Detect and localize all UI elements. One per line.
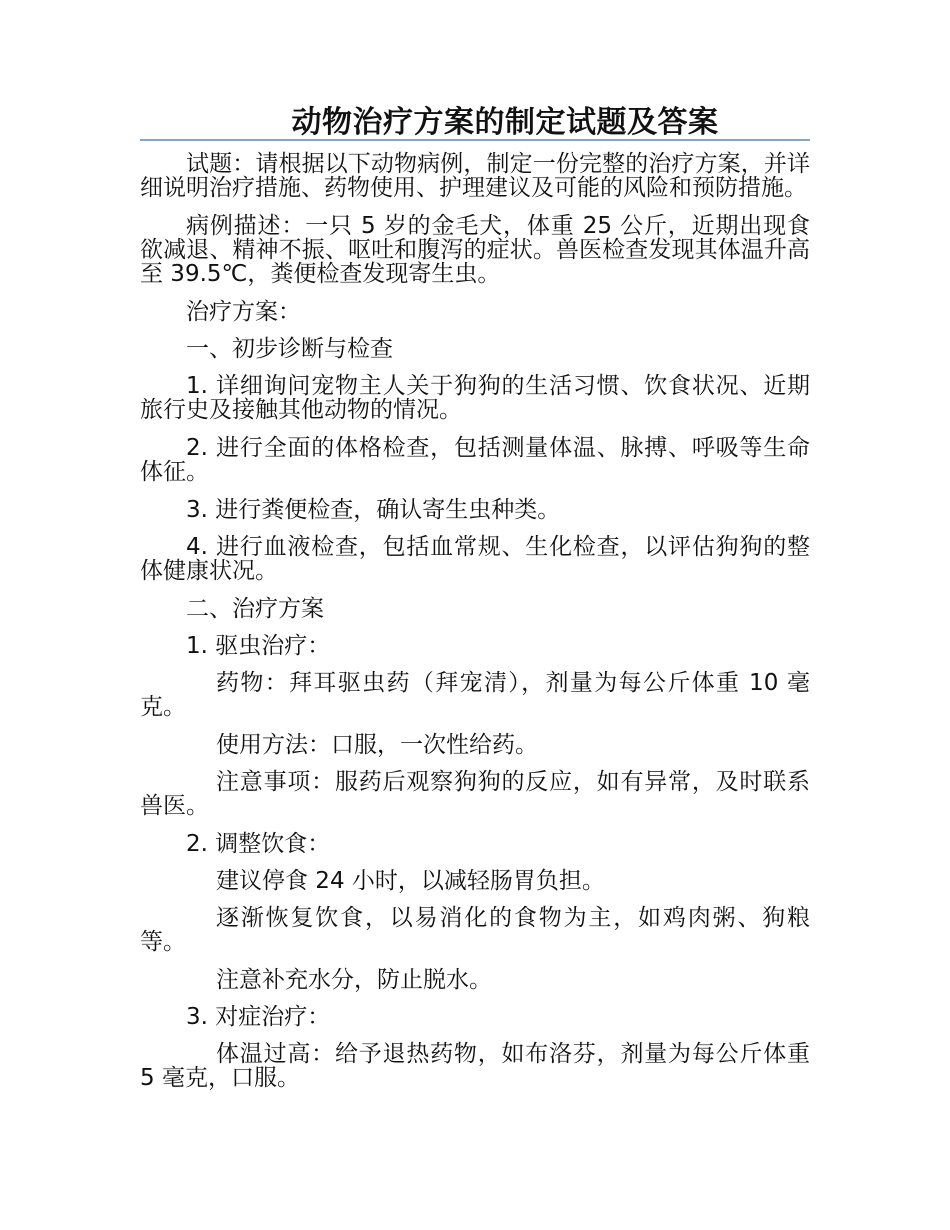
diagnosis-step-3: 3. 进行粪便检查，确认寄生虫种类。 bbox=[186, 497, 561, 523]
diet-hydration: 注意补充水分，防止脱水。 bbox=[216, 967, 492, 993]
treatment-deworming-heading: 1. 驱虫治疗： bbox=[186, 633, 331, 659]
diagnosis-step-4: 4. 进行血液检查，包括血常规、生化检查，以评估狗狗的整体健康状况。 bbox=[140, 534, 810, 584]
title-underline bbox=[140, 139, 810, 141]
deworming-usage: 使用方法：口服，一次性给药。 bbox=[216, 732, 538, 758]
document-title: 动物治疗方案的制定试题及答案 bbox=[291, 105, 719, 140]
treatment-symptomatic-heading: 3. 对症治疗： bbox=[186, 1004, 331, 1030]
diagnosis-step-1: 1. 详细询问宠物主人关于狗狗的生活习惯、饮食状况、近期旅行史及接触其他动物的情况。 bbox=[140, 373, 810, 423]
diet-fasting: 建议停食 24 小时，以减轻肠胃负担。 bbox=[216, 868, 605, 894]
diet-recovery: 逐渐恢复饮食，以易消化的食物为主，如鸡肉粥、狗粮等。 bbox=[140, 905, 810, 955]
document-body bbox=[140, 152, 810, 1104]
treatment-diet-heading: 2. 调整饮食： bbox=[186, 831, 331, 857]
section-heading-diagnosis: 一、初步诊断与检查 bbox=[186, 336, 393, 362]
deworming-notes: 注意事项：服药后观察狗狗的反应，如有异常，及时联系兽医。 bbox=[140, 769, 810, 819]
symptomatic-fever: 体温过高：给予退热药物，如布洛芬，剂量为每公斤体重 5 毫克，口服。 bbox=[140, 1041, 810, 1091]
diagnosis-step-2: 2. 进行全面的体格检查，包括测量体温、脉搏、呼吸等生命体征。 bbox=[140, 435, 810, 485]
question-paragraph: 试题：请根据以下动物病例，制定一份完整的治疗方案，并详细说明治疗措施、药物使用、护理建议及可能的风险和预防措施。 bbox=[140, 151, 810, 201]
deworming-drug: 药物：拜耳驱虫药（拜宠清），剂量为每公斤体重 10 毫克。 bbox=[140, 670, 810, 720]
plan-heading: 治疗方案： bbox=[186, 299, 301, 325]
case-description: 病例描述：一只 5 岁的金毛犬，体重 25 公斤，近期出现食欲减退、精神不振、呕吐和腹泻的症状。兽医检查发现其体温升高至 39.5℃，粪便检查发现寄生虫。 bbox=[140, 213, 810, 287]
section-heading-treatment: 二、治疗方案 bbox=[186, 596, 324, 622]
